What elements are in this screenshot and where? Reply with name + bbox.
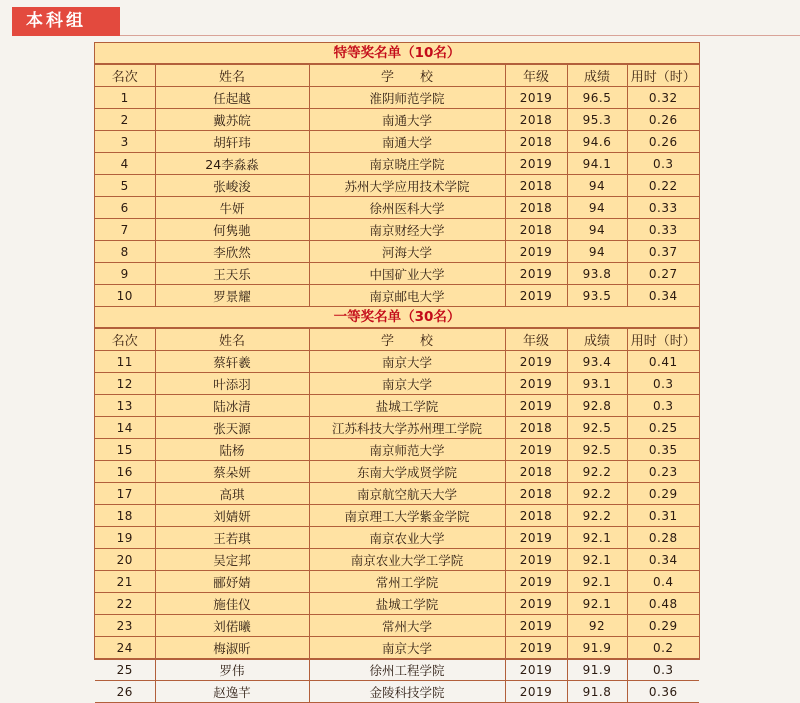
- cell-school: 金陵科技学院: [309, 681, 505, 703]
- cell-score: 92.2: [567, 461, 627, 483]
- cell-time: 0.27: [627, 263, 699, 285]
- cell-school: 中国矿业大学: [309, 263, 505, 285]
- table-row: [95, 197, 699, 219]
- cell-grade: 2019: [505, 659, 567, 681]
- cell-name: 刘婧妍: [155, 505, 309, 527]
- cell-rank: 24: [95, 637, 155, 659]
- cell-time: 0.29: [627, 615, 699, 637]
- cell-school: 苏州大学应用技术学院: [309, 175, 505, 197]
- cell-score: 92.2: [567, 505, 627, 527]
- cell-name: 刘偌曦: [155, 615, 309, 637]
- cell-rank: 4: [95, 153, 155, 175]
- cell-name: 张峻浚: [155, 175, 309, 197]
- cell-school: 南通大学: [309, 131, 505, 153]
- cell-rank: 10: [95, 285, 155, 307]
- cell-rank: 2: [95, 109, 155, 131]
- cell-score: 94: [567, 197, 627, 219]
- column-header-name: 姓名: [155, 329, 309, 351]
- table-row: [95, 131, 699, 153]
- cell-score: 92.2: [567, 483, 627, 505]
- cell-time: 0.34: [627, 549, 699, 571]
- cell-school: 南京农业大学: [309, 527, 505, 549]
- table-row: [95, 461, 699, 483]
- cell-name: 任起越: [155, 87, 309, 109]
- cell-grade: 2018: [505, 175, 567, 197]
- cell-time: 0.41: [627, 351, 699, 373]
- first-award-table: [95, 328, 699, 703]
- cell-time: 0.26: [627, 131, 699, 153]
- cell-time: 0.25: [627, 417, 699, 439]
- cell-score: 92.8: [567, 395, 627, 417]
- cell-rank: 22: [95, 593, 155, 615]
- cell-grade: 2018: [505, 131, 567, 153]
- cell-school: 河海大学: [309, 241, 505, 263]
- table-row: [95, 175, 699, 197]
- cell-time: 0.3: [627, 395, 699, 417]
- cell-score: 92: [567, 615, 627, 637]
- cell-score: 92.1: [567, 549, 627, 571]
- section-title-special: 特等奖名单（10名）: [95, 43, 699, 64]
- table-row: [95, 571, 699, 593]
- cell-name: 陆冰清: [155, 395, 309, 417]
- cell-school: 南京农业大学工学院: [309, 549, 505, 571]
- cell-school: 南京大学: [309, 373, 505, 395]
- table-row: [95, 483, 699, 505]
- cell-grade: 2019: [505, 439, 567, 461]
- cell-rank: 7: [95, 219, 155, 241]
- table-row: [95, 241, 699, 263]
- cell-score: 94: [567, 241, 627, 263]
- cell-time: 0.28: [627, 527, 699, 549]
- table-row: [95, 593, 699, 615]
- cell-time: 0.29: [627, 483, 699, 505]
- cell-rank: 6: [95, 197, 155, 219]
- cell-time: 0.32: [627, 87, 699, 109]
- table-row: [95, 417, 699, 439]
- cell-name: 王若琪: [155, 527, 309, 549]
- cell-score: 94: [567, 175, 627, 197]
- cell-grade: 2019: [505, 241, 567, 263]
- cell-name: 施佳仪: [155, 593, 309, 615]
- table-row: [95, 87, 699, 109]
- cell-school: 南京大学: [309, 637, 505, 659]
- cell-rank: 8: [95, 241, 155, 263]
- cell-school: 常州大学: [309, 615, 505, 637]
- table-header-row: [95, 65, 699, 87]
- cell-rank: 19: [95, 527, 155, 549]
- cell-rank: 5: [95, 175, 155, 197]
- cell-rank: 17: [95, 483, 155, 505]
- cell-rank: 15: [95, 439, 155, 461]
- cell-grade: 2019: [505, 373, 567, 395]
- table-row: [95, 153, 699, 175]
- cell-school: 南京师范大学: [309, 439, 505, 461]
- cell-school: 徐州医科大学: [309, 197, 505, 219]
- cell-name: 罗景耀: [155, 285, 309, 307]
- cell-grade: 2019: [505, 285, 567, 307]
- cell-rank: 23: [95, 615, 155, 637]
- cell-grade: 2018: [505, 505, 567, 527]
- cell-time: 0.22: [627, 175, 699, 197]
- cell-school: 南京财经大学: [309, 219, 505, 241]
- cell-name: 蔡朵妍: [155, 461, 309, 483]
- cell-name: 陆杨: [155, 439, 309, 461]
- cell-grade: 2018: [505, 461, 567, 483]
- cell-time: 0.3: [627, 373, 699, 395]
- column-header-score: 成绩: [567, 65, 627, 87]
- table-row: [95, 505, 699, 527]
- cell-rank: 16: [95, 461, 155, 483]
- table-row: [95, 351, 699, 373]
- cell-score: 96.5: [567, 87, 627, 109]
- cell-rank: 26: [95, 681, 155, 703]
- table-row: [95, 549, 699, 571]
- table-row: [95, 659, 699, 681]
- cell-name: 赵逸芊: [155, 681, 309, 703]
- cell-time: 0.31: [627, 505, 699, 527]
- cell-school: 徐州工程学院: [309, 659, 505, 681]
- cell-score: 94: [567, 219, 627, 241]
- cell-grade: 2019: [505, 395, 567, 417]
- table-row: [95, 109, 699, 131]
- cell-school: 盐城工学院: [309, 593, 505, 615]
- cell-name: 罗伟: [155, 659, 309, 681]
- cell-score: 93.8: [567, 263, 627, 285]
- cell-rank: 14: [95, 417, 155, 439]
- cell-school: 南京理工大学紫金学院: [309, 505, 505, 527]
- cell-score: 91.9: [567, 659, 627, 681]
- cell-time: 0.33: [627, 197, 699, 219]
- cell-time: 0.2: [627, 637, 699, 659]
- cell-name: 牛妍: [155, 197, 309, 219]
- cell-score: 93.4: [567, 351, 627, 373]
- cell-time: 0.34: [627, 285, 699, 307]
- cell-grade: 2018: [505, 219, 567, 241]
- cell-grade: 2019: [505, 637, 567, 659]
- header-divider: [120, 35, 800, 36]
- cell-score: 91.8: [567, 681, 627, 703]
- cell-school: 东南大学成贤学院: [309, 461, 505, 483]
- table-row: [95, 527, 699, 549]
- cell-score: 93.5: [567, 285, 627, 307]
- cell-grade: 2018: [505, 197, 567, 219]
- cell-name: 何隽驰: [155, 219, 309, 241]
- cell-school: 盐城工学院: [309, 395, 505, 417]
- award-sheet: [95, 43, 699, 700]
- table-row: [95, 219, 699, 241]
- cell-rank: 12: [95, 373, 155, 395]
- cell-time: 0.3: [627, 659, 699, 681]
- table-row: [95, 439, 699, 461]
- cell-grade: 2019: [505, 153, 567, 175]
- cell-school: 南京航空航天大学: [309, 483, 505, 505]
- column-header-grade: 年级: [505, 329, 567, 351]
- cell-time: 0.48: [627, 593, 699, 615]
- cell-name: 吴定邦: [155, 549, 309, 571]
- cell-score: 94.6: [567, 131, 627, 153]
- cell-rank: 3: [95, 131, 155, 153]
- cell-name: 张天源: [155, 417, 309, 439]
- cell-school: 常州工学院: [309, 571, 505, 593]
- table-row: [95, 637, 699, 659]
- cell-grade: 2019: [505, 87, 567, 109]
- cell-score: 91.9: [567, 637, 627, 659]
- cell-school: 南京晓庄学院: [309, 153, 505, 175]
- cell-name: 郦妤婧: [155, 571, 309, 593]
- category-tag: 本科组: [12, 7, 120, 36]
- cell-score: 92.1: [567, 593, 627, 615]
- cell-rank: 21: [95, 571, 155, 593]
- cell-name: 高琪: [155, 483, 309, 505]
- cell-name: 戴苏皖: [155, 109, 309, 131]
- cell-name: 李欣然: [155, 241, 309, 263]
- cell-grade: 2019: [505, 681, 567, 703]
- cell-grade: 2019: [505, 549, 567, 571]
- cell-rank: 20: [95, 549, 155, 571]
- column-header-time: 用时（时）: [627, 65, 699, 87]
- table-row: [95, 373, 699, 395]
- cell-grade: 2019: [505, 351, 567, 373]
- cell-name: 梅淑昕: [155, 637, 309, 659]
- cell-name: 王天乐: [155, 263, 309, 285]
- cell-grade: 2018: [505, 483, 567, 505]
- cell-time: 0.35: [627, 439, 699, 461]
- cell-time: 0.23: [627, 461, 699, 483]
- cell-grade: 2018: [505, 109, 567, 131]
- cell-rank: 11: [95, 351, 155, 373]
- column-header-grade: 年级: [505, 65, 567, 87]
- cell-school: 江苏科技大学苏州理工学院: [309, 417, 505, 439]
- cell-grade: 2019: [505, 615, 567, 637]
- column-header-rank: 名次: [95, 329, 155, 351]
- cell-score: 92.1: [567, 527, 627, 549]
- column-header-score: 成绩: [567, 329, 627, 351]
- cell-time: 0.36: [627, 681, 699, 703]
- cell-score: 92.1: [567, 571, 627, 593]
- cell-grade: 2019: [505, 593, 567, 615]
- table-header-row: [95, 329, 699, 351]
- cell-time: 0.26: [627, 109, 699, 131]
- cell-time: 0.37: [627, 241, 699, 263]
- cell-name: 24李淼淼: [155, 153, 309, 175]
- cell-time: 0.4: [627, 571, 699, 593]
- table-row: [95, 615, 699, 637]
- cell-name: 叶添羽: [155, 373, 309, 395]
- column-header-name: 姓名: [155, 65, 309, 87]
- cell-name: 胡轩玮: [155, 131, 309, 153]
- table-row: [95, 395, 699, 417]
- cell-grade: 2019: [505, 571, 567, 593]
- cell-grade: 2019: [505, 527, 567, 549]
- cell-score: 95.3: [567, 109, 627, 131]
- table-row: [95, 681, 699, 703]
- cell-rank: 13: [95, 395, 155, 417]
- cell-score: 93.1: [567, 373, 627, 395]
- cell-time: 0.3: [627, 153, 699, 175]
- table-row: [95, 263, 699, 285]
- cell-rank: 1: [95, 87, 155, 109]
- column-header-school: 学 校: [309, 329, 505, 351]
- cell-school: 淮阴师范学院: [309, 87, 505, 109]
- cell-time: 0.33: [627, 219, 699, 241]
- cell-grade: 2019: [505, 263, 567, 285]
- cell-rank: 25: [95, 659, 155, 681]
- column-header-time: 用时（时）: [627, 329, 699, 351]
- cell-school: 南通大学: [309, 109, 505, 131]
- cell-score: 94.1: [567, 153, 627, 175]
- cell-rank: 9: [95, 263, 155, 285]
- table-row: [95, 285, 699, 307]
- column-header-school: 学 校: [309, 65, 505, 87]
- cell-score: 92.5: [567, 439, 627, 461]
- cell-name: 蔡轩羲: [155, 351, 309, 373]
- cell-score: 92.5: [567, 417, 627, 439]
- cell-school: 南京邮电大学: [309, 285, 505, 307]
- section-title-first: 一等奖名单（30名）: [95, 307, 699, 328]
- special-award-table: [95, 64, 699, 307]
- cell-grade: 2018: [505, 417, 567, 439]
- cell-rank: 18: [95, 505, 155, 527]
- cell-school: 南京大学: [309, 351, 505, 373]
- column-header-rank: 名次: [95, 65, 155, 87]
